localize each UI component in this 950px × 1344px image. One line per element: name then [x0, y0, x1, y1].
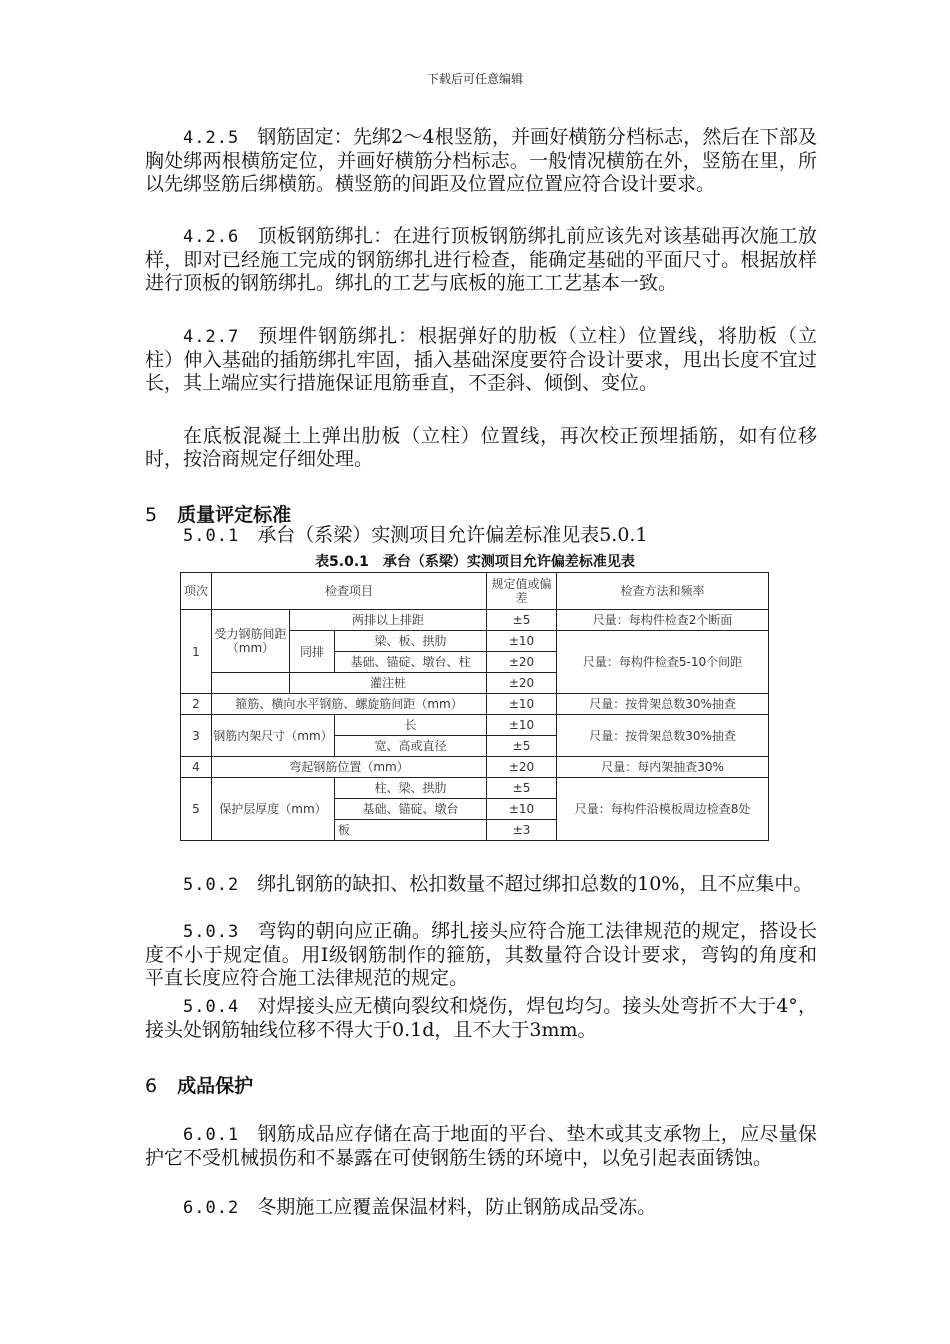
table-cell: ±5: [487, 610, 557, 631]
clause-text: 钢筋成品应存储在高于地面的平台、垫木或其支承物上，应尽量保护它不受机械损伤和不暴露在可使钢筋生锈的环境中，以免引起表面锈蚀。: [145, 1123, 817, 1169]
clause-number: 6.0.1: [183, 1125, 240, 1145]
clause-text: 弯钩的朝向应正确。绑扎接头应符合施工法律规范的规定，搭设长度不小于规定值。用Ⅰ级钢筋制作的箍筋，其数量符合设计要求，弯钩的角度和平直长度应符合施工法律规范的规定。: [145, 920, 817, 989]
clause-number: 5.0.1: [183, 526, 240, 546]
table-cell: 板: [335, 820, 487, 841]
clause-number: 5.0.2: [183, 875, 240, 895]
table-cell: 柱、梁、拱肋: [335, 778, 487, 799]
header-cell: 检查方法和频率: [557, 573, 769, 610]
table-cell: ±20: [487, 673, 557, 694]
section-title: 质量评定标准: [177, 504, 292, 526]
paragraph-4-2-6: [145, 225, 817, 295]
paragraph-5-0-4: [145, 995, 817, 1042]
table-cell: 两排以上排距: [290, 610, 487, 631]
table-cell: 基础、锚碇、墩台: [335, 799, 487, 820]
table-header-row: [181, 573, 769, 610]
paragraph-4-2-5: [145, 126, 817, 196]
table-row: [181, 757, 769, 778]
paragraph-6-0-1: [145, 1123, 817, 1170]
table-cell: 尺量：按骨架总数30%抽查: [557, 715, 769, 757]
clause-text: 预埋件钢筋绑扎：根据弹好的肋板（立柱）位置线，将肋板（立柱）伸入基础的插筋绑扎牢固，插入基础深度要符合设计要求，甩出长度不宜过长，其上端应实行措施保证甩筋垂直，不歪斜、倾倒、变位。: [145, 325, 817, 394]
table-cell: ±10: [487, 715, 557, 736]
table-cell: ±10: [487, 631, 557, 652]
table-cell: 1: [181, 610, 212, 694]
table-row: [181, 778, 769, 799]
paragraph-4-2-7: [145, 325, 817, 395]
clause-number: 4.2.7: [183, 327, 240, 347]
table-cell: ±20: [487, 652, 557, 673]
table-cell: 2: [181, 694, 212, 715]
table-cell: 长: [335, 715, 487, 736]
clause-text: 冬期施工应覆盖保温材料，防止钢筋成品受冻。: [257, 1196, 657, 1218]
clause-text: 在底板混凝土上弹出肋板（立柱）位置线，再次校正预埋插筋，如有位移时，按洽商规定仔细处理。: [145, 425, 817, 470]
clause-number: 4.2.5: [183, 128, 240, 148]
clause-text: 顶板钢筋绑扎：在进行顶板钢筋绑扎前应该先对该基础再次施工放样，即对已经施工完成的钢筋绑扎进行检查，能确定基础的平面尺寸。根据放样进行顶板的钢筋绑扎。绑扎的工艺与底板的施工工艺基本一致。: [145, 225, 817, 294]
clause-text: 绑扎钢筋的缺扣、松扣数量不超过绑扣总数的10%，且不应集中。: [257, 873, 813, 895]
paragraph-preembed-note: [145, 425, 817, 471]
table-cell: ±20: [487, 757, 557, 778]
clause-text: 承台（系梁）实测项目允许偏差标准见表5.0.1: [257, 524, 648, 546]
header-note: 下载后可任意编辑: [426, 72, 523, 86]
table-row: [181, 715, 769, 736]
table-cell: 受力钢筋间距（mm）: [212, 610, 290, 673]
table-cell: 5: [181, 778, 212, 841]
table-cell: 同排: [290, 631, 335, 673]
section-number: 5: [145, 504, 158, 526]
section-number: 6: [145, 1075, 158, 1097]
table-cell: 弯起钢筋位置（mm）: [212, 757, 487, 778]
table-cell: 4: [181, 757, 212, 778]
table-row: [181, 694, 769, 715]
table-row: [181, 610, 769, 631]
table-cell: 尺量：每内架抽查30%: [557, 757, 769, 778]
table-cell: ±5: [487, 778, 557, 799]
paragraph-5-0-3: [145, 920, 817, 990]
clause-number: 5.0.3: [183, 922, 240, 942]
table-cell: 基础、锚碇、墩台、柱: [335, 652, 487, 673]
table-cell: ±10: [487, 799, 557, 820]
table-cell: [212, 673, 290, 694]
section-5-heading: [145, 500, 291, 527]
table-cell: ±5: [487, 736, 557, 757]
clause-number: 6.0.2: [183, 1198, 240, 1218]
paragraph-5-0-1: [145, 524, 817, 548]
table-cell: 尺量：每构件检查2个断面: [557, 610, 769, 631]
paragraph-5-0-2: [145, 873, 817, 897]
clause-number: 4.2.6: [183, 227, 240, 247]
table-cell: 箍筋、横向水平钢筋、螺旋筋间距（mm）: [212, 694, 487, 715]
table-cell: 尺量：每构件检查5-10个间距: [557, 631, 769, 694]
header-cell: 规定值或偏差: [487, 573, 557, 610]
table-cell: 尺量：按骨架总数30%抽查: [557, 694, 769, 715]
table-cell: 3: [181, 715, 212, 757]
table-cell: 尺量：每构件沿模板周边检查8处: [557, 778, 769, 841]
table-cell: ±3: [487, 820, 557, 841]
section-6-heading: [145, 1071, 253, 1098]
tolerance-table: [180, 572, 769, 841]
table-cell: 梁、板、拱肋: [335, 631, 487, 652]
header-cell: 检查项目: [212, 573, 487, 610]
paragraph-6-0-2: [145, 1196, 817, 1220]
header-cell: 项次: [181, 573, 212, 610]
table-cell: 灌注桩: [290, 673, 487, 694]
table-cell: 宽、高或直径: [335, 736, 487, 757]
table-caption: 表5.0.1 承台（系梁）实测项目允许偏差标准见表: [315, 554, 635, 570]
table-cell: 保护层厚度（mm）: [212, 778, 335, 841]
clause-text: 对焊接头应无横向裂纹和烧伤，焊包均匀。接头处弯折不大于4°，接头处钢筋轴线位移不得大于0.1d，且不大于3mm。: [145, 995, 817, 1041]
clause-number: 5.0.4: [183, 997, 240, 1017]
table-cell: 钢筋内架尺寸（mm）: [212, 715, 335, 757]
clause-text: 钢筋固定：先绑2～4根竖筋，并画好横筋分档标志，然后在下部及胸处绑两根横筋定位，并画好横筋分档标志。一般情况横筋在外，竖筋在里，所以先绑竖筋后绑横筋。横竖筋的间距及位置应位置应符合设计要求。: [145, 126, 817, 195]
table-cell: ±10: [487, 694, 557, 715]
section-title: 成品保护: [177, 1075, 254, 1097]
